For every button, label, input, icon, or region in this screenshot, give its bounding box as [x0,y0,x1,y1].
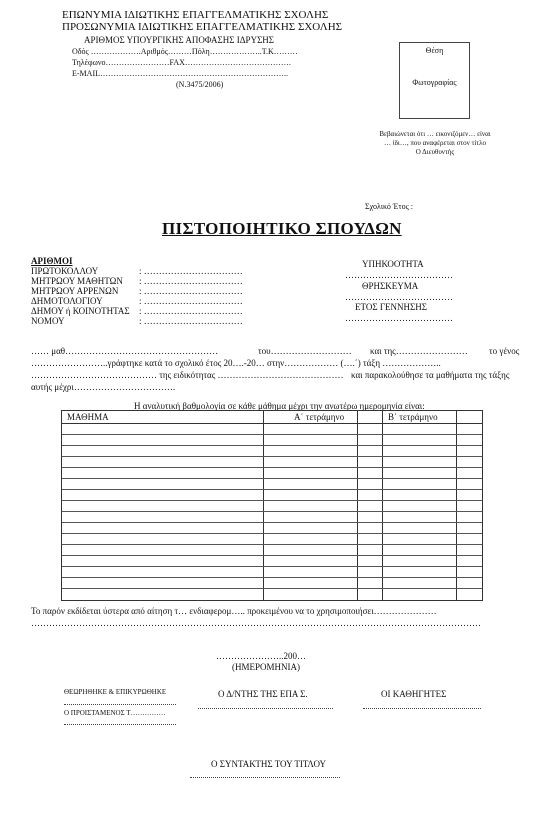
director-label: Ο Δ/ΝΤΗΣ ΤΗΣ ΕΠΑ Σ. [218,689,308,699]
col-header-subject: ΜΑΘΗΜΑ [67,412,109,422]
teachers-signature-line[interactable] [363,708,481,709]
paragraph-line-3b: και παρακολούθησε τα μαθήματα της τάξης [351,370,510,380]
paragraph-line-2: ……………………..γράφτηκε κατά το σχολικό έτος 20….-20… στην……………… (….΄) τάξη ……………….. [31,358,441,368]
page-title: ΠΙΣΤΟΠΟΙΗΤΙΚΟ ΣΠΟΥΔΩΝ [162,219,402,238]
head-label: Ο ΠΡΟΙΣΤΑΜΕΝΟΣ Τ…………… [64,709,166,717]
school-alias-line: ΠΡΟΣΩΝΥΜΙΑ ΙΔΙΩΤΙΚΗΣ ΕΠΑΓΓΕΛΜΑΤΙΚΗΣ ΣΧΟΛΗΣ [62,21,343,33]
paragraph-line-1b: του……………………… [258,346,352,356]
table-caption: Η αναλυτική βαθμολογία σε κάθε μάθημα μέχρι την ανωτέρω ημερομηνία είναι: [134,401,425,411]
address-line: Οδός ……………….Αριθμός………Πόλη………………..Τ.Κ……… [72,47,298,56]
numbers-heading: ΑΡΙΘΜΟΙ [31,256,73,266]
table-row[interactable] [62,533,482,534]
paragraph-line-1d: το γένος [489,346,520,356]
date-label: (ΗΜΕΡΟΜΗΝΙΑ) [232,662,300,672]
table-row[interactable] [62,500,482,501]
table-row[interactable] [62,434,482,435]
certify-line-2: … ίδι…, που αναφέρεται στον τίτλο [384,139,486,147]
email-line: E-MAIL…………………………………………………………….. [72,69,288,78]
table-row[interactable] [62,445,482,446]
number-label: ΝΟΜΟΥ [31,316,65,326]
law-reference: (Ν.3475/2006) [176,80,224,89]
number-label: ΔΗΜΟΥ ή ΚΟΙΝΟΤΗΤΑΣ [31,306,130,316]
certify-line-3: Ο Διευθυντής [415,148,455,156]
table-col-divider [456,411,457,600]
table-row[interactable] [62,467,482,468]
paragraph-line-1c: και της…………………… [370,346,468,356]
birth-year-field[interactable]: ……………………………… [345,313,453,323]
school-year-label: Σχολικό Έτος : [365,202,413,211]
phone-line: Τηλέφωνο……………………FAX…………………………………. [72,58,291,67]
table-row[interactable] [62,511,482,512]
table-col-divider [382,411,383,600]
photo-label-1: Θέση [425,46,444,55]
table-row[interactable] [62,456,482,457]
paragraph-line-3a: …………………………………… της ειδικότητας …………………………………… [31,370,344,380]
approved-label: ΘΕΩΡΗΘΗΚΕ & ΕΠΙΚΥΡΩΘΗΚΕ [64,688,167,696]
teachers-label: ΟΙ ΚΑΘΗΓΗΤΕΣ [381,689,447,699]
number-value[interactable]: : …………………………… [139,266,243,276]
decision-number-line: ΑΡΙΘΜΟΣ ΥΠΟΥΡΓΙΚΗΣ ΑΠΟΦΑΣΗΣ ΙΔΡΥΣΗΣ [84,35,275,45]
table-row[interactable] [62,555,482,556]
number-label: ΔΗΜΟΤΟΛΟΓΙΟΥ [31,296,103,306]
certify-line-1: Βεβαιώνεται ότι … εικονιζόμεν… είναι [379,130,491,138]
photo-label-2: Φωτογραφίας [412,78,457,87]
number-label: ΜΗΤΡΩΟΥ ΜΑΘΗΤΩΝ [31,276,123,286]
table-row[interactable] [62,478,482,479]
table-row[interactable] [62,544,482,545]
number-label: ΠΡΩΤΟΚΟΛΛΟΥ [31,266,99,276]
religion-label: ΘΡΗΣΚΕΥΜΑ [362,281,419,291]
grades-table [61,410,483,601]
number-value[interactable]: : …………………………… [139,286,243,296]
col-header-term-b: Β΄ τετράμηνο [388,412,438,422]
col-header-term-a: Α΄ τετράμηνο [294,412,345,422]
table-row[interactable] [62,566,482,567]
paragraph-line-1a: …… μαθ…………………………………………… [31,346,219,356]
table-row[interactable] [62,588,482,589]
table-col-divider [357,411,358,600]
paragraph-line-4: αυτής μέχρι……………………………. [31,382,176,392]
citizenship-field[interactable]: ……………………………… [345,270,453,280]
table-row[interactable] [62,577,482,578]
school-name-line: ΕΠΩΝΥΜΙΑ ΙΔΙΩΤΙΚΗΣ ΕΠΑΓΓΕΛΜΑΤΙΚΗΣ ΣΧΟΛΗΣ [62,9,329,21]
number-value[interactable]: : …………………………… [139,306,243,316]
photo-box [399,42,470,119]
issued-line-1: Το παρόν εκδίδεται ύστερα από αίτηση τ… ενδιαφερομ….. προκειμένου να το χρησιμοποιήσει………………… [31,606,437,616]
director-signature-line[interactable] [198,708,333,709]
number-value[interactable]: : …………………………… [139,276,243,286]
head-signature-line[interactable] [64,724,176,725]
date-field[interactable]: …………………..200… [216,651,306,661]
author-signature-line[interactable] [190,777,340,778]
author-label: Ο ΣΥΝΤΑΚΤΗΣ ΤΟΥ ΤΙΤΛΟΥ [211,759,327,769]
issued-line-2: …………………………………………………………………………………………………………………………………… [31,618,481,628]
table-row[interactable] [62,522,482,523]
birth-year-label: ΕΤΟΣ ΓΕΝΝΗΣΗΣ [355,302,427,312]
table-col-divider [263,411,264,600]
religion-field[interactable]: ……………………………… [345,292,453,302]
number-value[interactable]: : …………………………… [139,316,243,326]
citizenship-label: ΥΠΗΚΟΟΤΗΤΑ [362,259,424,269]
table-row[interactable] [62,489,482,490]
number-value[interactable]: : …………………………… [139,296,243,306]
table-row [62,423,482,424]
approved-signature-line[interactable] [64,704,176,705]
number-label: ΜΗΤΡΩΟΥ ΑΡΡΕΝΩΝ [31,286,119,296]
